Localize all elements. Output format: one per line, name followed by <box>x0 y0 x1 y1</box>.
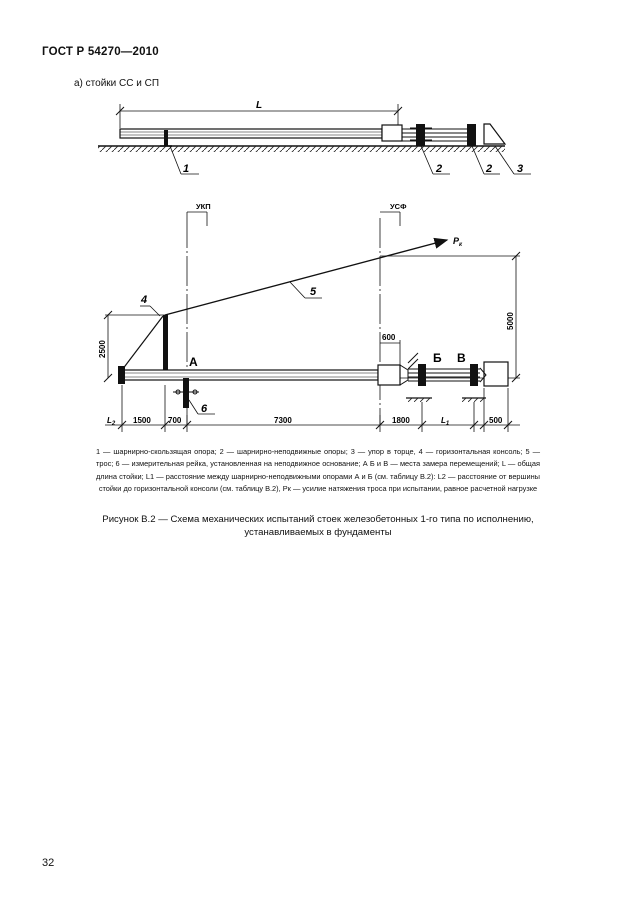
dim-7300: 7300 <box>274 416 292 425</box>
dim-1800: 1800 <box>392 416 410 425</box>
end-stop <box>484 124 505 144</box>
callout-2a: 2 <box>436 163 443 175</box>
point-a: А <box>189 355 198 369</box>
callout-1: 1 <box>183 163 190 175</box>
fixed-hinge-support-2 <box>467 124 476 146</box>
bottom-figure <box>98 202 520 432</box>
marker-ukp: УКП <box>196 202 211 211</box>
callout-4: 4 <box>141 294 148 306</box>
dim-700: 700 <box>168 416 182 425</box>
callout-5: 5 <box>310 286 317 298</box>
dimension-label-l: L <box>256 100 263 111</box>
cable <box>165 240 447 315</box>
offset-label: 600 <box>382 333 396 342</box>
dim-l1: $L_1$ <box>441 416 450 427</box>
callout-6: 6 <box>201 403 208 415</box>
ground-hatch <box>98 146 505 152</box>
marker-usf: УСФ <box>390 202 407 211</box>
figure-subtitle: а) стойки СС и СП <box>74 78 160 89</box>
callout-3: 3 <box>517 163 524 175</box>
point-v: В <box>457 351 466 365</box>
force-label: $P_к$ <box>453 236 463 248</box>
point-b: Б <box>433 351 442 365</box>
page-number: 32 <box>42 857 55 869</box>
dim-1500: 1500 <box>133 416 151 425</box>
support-v <box>462 364 486 402</box>
dim-l2: $L_2$ <box>107 416 116 427</box>
height-right: 5000 <box>506 312 515 330</box>
pole-bottom <box>120 362 508 386</box>
figure-legend: 1 — шарнирно-скользящая опора; 2 — шарнирно-неподвижные опоры; 3 — упор в торце, 4 — горизонтальная консоль; 5 — трос; 6 — измерительная рейка, установленная на неподвижное основание; А Б и В — места замера перемещений; L — общая длина стойки; L1 — расстояние между шарнирно-неподвижными опорами А и Б (см. таблицу В.2): L2 — расстояние от вершины стойки до горизонтальной консоли (см. таблицу В.2), Pк — усилие натяжения троса при испытании, равное расчетной нагрузке <box>96 447 540 494</box>
document-header: ГОСТ Р 54270—2010 <box>42 46 159 58</box>
height-left: 2500 <box>98 340 107 358</box>
top-figure <box>98 100 531 175</box>
horizontal-console <box>163 315 168 375</box>
fixed-hinge-support-1 <box>410 124 432 146</box>
figure-caption: Рисунок В.2 — Схема механических испытаний стоек железобетонных 1-го типа по исполнению, устанавливаемых в фундаменты <box>102 514 534 538</box>
dim-500: 500 <box>489 416 503 425</box>
callout-2b: 2 <box>486 163 493 175</box>
measuring-rod <box>183 378 189 408</box>
